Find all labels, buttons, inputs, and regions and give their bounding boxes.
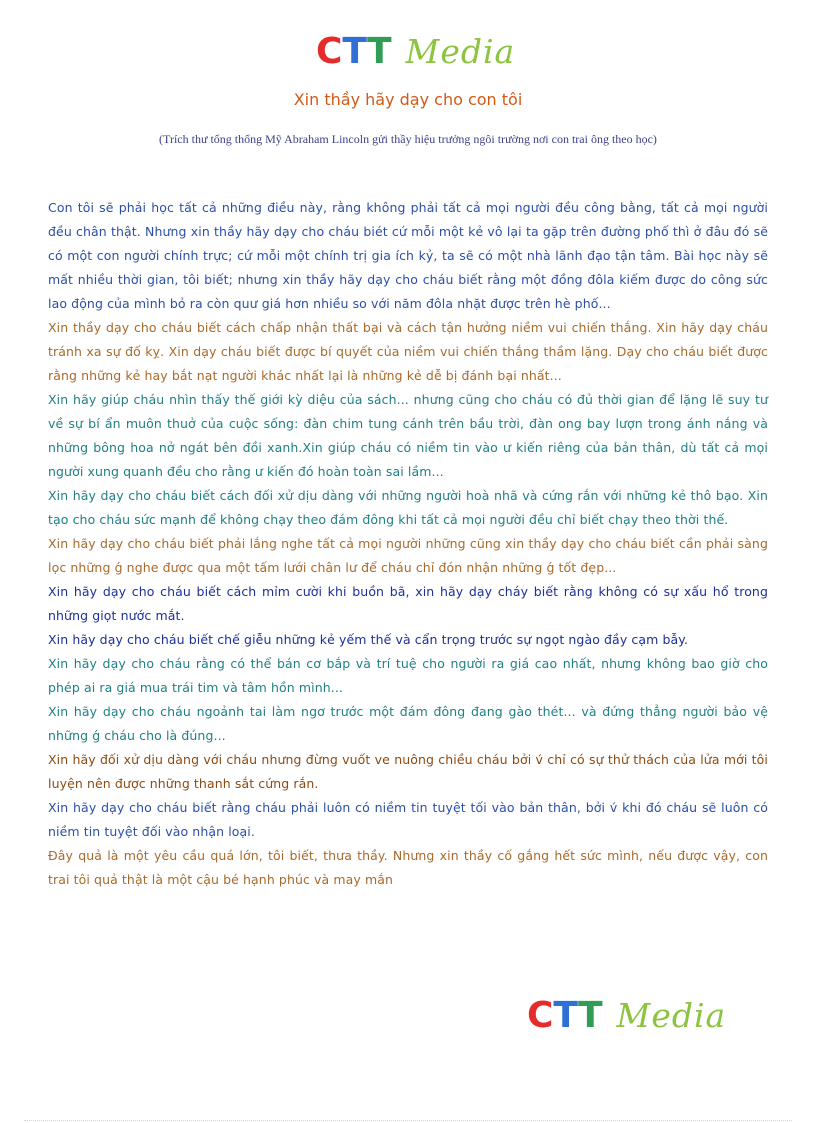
- paragraph: Xin hãy giúp cháu nhìn thấy thế giới kỳ diệu của sách... nhưng cũng cho cháu có đủ thời gian để lặng lẽ suy tư về sự bí ẩn muôn thuở của cuộc sống: đàn chim tung cánh trên bầu trời, đàn ong bay lượn trong ánh nắng và những bông hoa nở ngát bên đồi xanh.Xin giúp cháu có niềm tin vào ư kiến riêng của bản thân, dù tất cả mọi người xung quanh đều cho rằng ư kiến đó hoàn toàn sai lầm...: [48, 392, 768, 479]
- paragraph: Xin hãy dạy cho cháu biết chế giễu những kẻ yếm thế và cẩn trọng trước sự ngọt ngào đầy cạm bẫy.: [48, 632, 689, 647]
- page-bottom-divider: [24, 1120, 792, 1121]
- logo-letter-t2: T: [366, 31, 392, 72]
- paragraph: Đây quả là một yêu cầu quá lớn, tôi biết, thưa thầy. Nhưng xin thầy cố gắng hết sức mình, nếu được vậy, con trai tôi quả thật là một cậu bé hạnh phúc và may mắn: [48, 848, 768, 887]
- logo-top: [316, 30, 515, 74]
- logo-word: Media: [616, 996, 727, 1035]
- document-subtitle: (Trích thư tổng thống Mỹ Abraham Lincoln gửi thầy hiệu trưởng ngôi trường nơi con trai ông theo học): [159, 132, 657, 146]
- paragraph: Con tôi sẽ phải học tất cả những điều này, rằng không phải tất cả mọi người đều công bằng, tất cả mọi người đều chân thật. Nhưng xin thầy hãy dạy cho cháu biét cứ mỗi một kẻ vô lại ta gặp trên đường phố thì ở đâu đó sẽ có một con người chính trực; cứ mỗi một chính trị gia ích kỷ, ta sẽ có một nhà lãnh đạo tận tâm. Bài học này sẽ mất nhiều thời gian, tôi biết; nhưng xin thầy hãy dạy cho cháu biết rằng một đồng đôla kiếm được do công sức lao động của mình bỏ ra còn quư giá hơn nhiều so với năm đôla nhặt được trên hè phố...: [48, 200, 768, 311]
- paragraph: Xin hãy dạy cho cháu ngoảnh tai làm ngơ trước một đám đông đang gào thét... và đứng thẳng người bảo vệ những ǵ cháu cho là đúng...: [48, 704, 768, 743]
- document-body: [48, 196, 768, 892]
- logo-letter-t2: T: [577, 995, 603, 1036]
- paragraph: Xin hãy dạy cho cháu biết phải lắng nghe tất cả mọi người những cũng xin thầy dạy cho cháu biết cần phải sàng lọc những ǵ nghe được qua một tấm lưới chân lư để cháu chỉ đón nhận những ǵ tốt đẹp...: [48, 536, 768, 575]
- logo-letter-c: C: [316, 31, 343, 72]
- paragraph: Xin hãy dạy cho cháu biết cách mỉm cười khi buồn bã, xin hãy dạy cháy biết rằng không có sự xấu hổ trong những giọt nước mắt.: [48, 584, 768, 623]
- paragraph: Xin thầy dạy cho cháu biết cách chấp nhận thất bại và cách tận hưởng niềm vui chiến thắng. Xin hãy dạy cháu tránh xa sự đố kỵ. Xin dạy cháu biết được bí quyết của niềm vui chiến thắng thầm lặng. Dạy cho cháu biết được rằng những kẻ hay bắt nạt người khác nhất lại là những kẻ dễ bị đánh bại nhất...: [48, 320, 768, 383]
- paragraph: Xin hãy đối xử dịu dàng với cháu nhưng đừng vuốt ve nuông chiều cháu bởi v́ chỉ có sự thử thách của lửa mới tôi luyện nên được những thanh sắt cứng rắn.: [48, 752, 768, 791]
- logo-letter-c: C: [527, 995, 554, 1036]
- logo-letter-t1: T: [342, 31, 367, 72]
- logo-bottom: [527, 994, 726, 1038]
- paragraph: Xin hãy dạy cho cháu biết cách đối xử dịu dàng với những người hoà nhã và cứng rắn với những kẻ thô bạo. Xin tạo cho cháu sức mạnh để không chạy theo đám đông khi tất cả mọi người đều chỉ biết chạy theo thời thế.: [48, 488, 768, 527]
- paragraph: Xin hãy dạy cho cháu biết rằng cháu phải luôn có niềm tin tuyệt tối vào bản thân, bởi v́ khi đó cháu sẽ luôn có niềm tin tuyệt đối vào nhận loại.: [48, 800, 768, 839]
- paragraph: Xin hãy dạy cho cháu rằng có thể bán cơ bắp và trí tuệ cho người ra giá cao nhất, nhưng không bao giờ cho phép ai ra giá mua trái tim và tâm hồn mình...: [48, 656, 768, 695]
- logo-word: Media: [405, 32, 516, 71]
- logo-letter-t1: T: [553, 995, 578, 1036]
- document-title: Xin thầy hãy dạy cho con tôi: [293, 90, 523, 109]
